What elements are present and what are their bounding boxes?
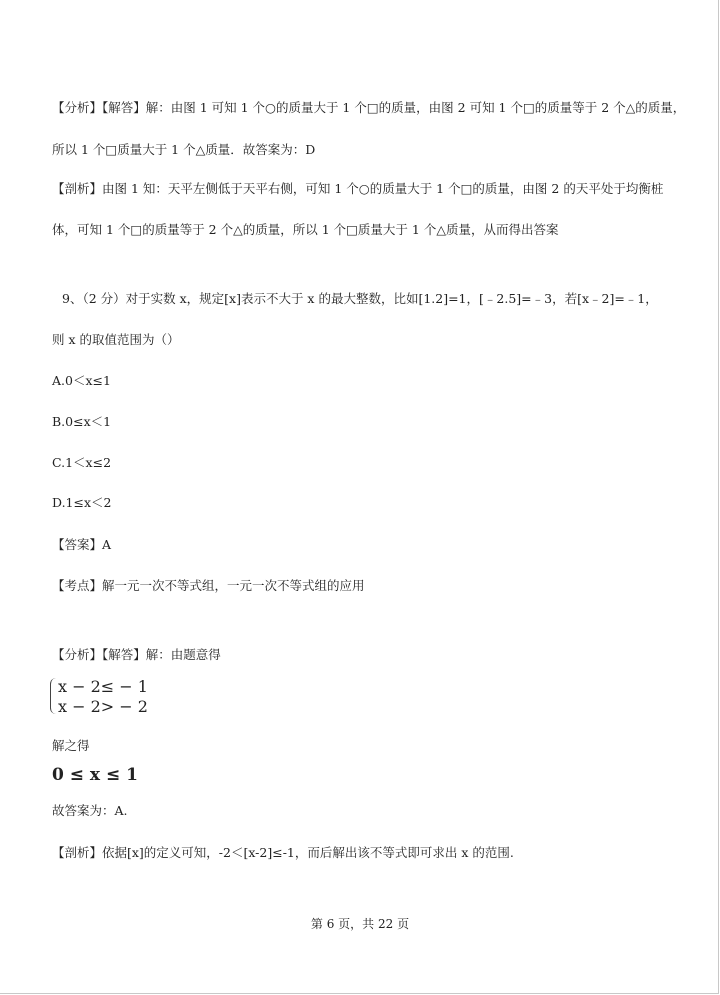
question-9-prompt: 则 x 的取值范围为（） <box>52 332 180 347</box>
inequality-1: x − 2≤ − 1 <box>58 677 148 696</box>
option-a: A.0＜x≤1 <box>52 373 111 388</box>
solve-line: 解之得 <box>52 738 90 753</box>
commentary-prev-line-1: 【剖析】由图 1 知：天平左侧低于天平右侧，可知 1 个○的质量大于 1 个□的质量，由图 2 的天平处于均衡桩 <box>52 181 664 196</box>
option-d: D.1≤x＜2 <box>52 495 112 510</box>
analysis-prev-line-2: 所以 1 个□质量大于 1 个△质量．故答案为：D <box>52 142 316 157</box>
topic-line: 【考点】解一元一次不等式组，一元一次不等式组的应用 <box>52 578 365 593</box>
inequality-2: x − 2> − 2 <box>58 697 148 716</box>
solution-result: 0 ≤ x ≤ 1 <box>52 765 138 785</box>
page-footer: 第 6 页，共 22 页 <box>310 917 410 931</box>
option-b: B.0≤x＜1 <box>52 414 112 429</box>
explanation-line: 【剖析】依据[x]的定义可知，-2＜[x-2]≤-1，而后解出该不等式即可求出 x 的范围. <box>52 845 514 860</box>
question-9-stem: 9、（2 分）对于实数 x，规定[x]表示不大于 x 的最大整数，比如[1.2]=1，[﹣2.5]=﹣3，若[x﹣2]=﹣1， <box>62 291 658 306</box>
analysis-line: 【分析】【解答】解：由题意得 <box>52 647 221 662</box>
final-answer-line: 故答案为：A. <box>52 803 128 818</box>
option-c: C.1＜x≤2 <box>52 455 112 470</box>
analysis-prev-line-1: 【分析】【解答】解：由图 1 可知 1 个○的质量大于 1 个□的质量，由图 2 可知 1 个□的质量等于 2 个△的质量， <box>52 100 686 115</box>
commentary-prev-line-2: 体，可知 1 个□的质量等于 2 个△的质量，所以 1 个□质量大于 1 个△质量，从而得出答案 <box>52 222 559 237</box>
system-brace <box>50 678 57 714</box>
answer-line: 【答案】A <box>52 537 112 552</box>
